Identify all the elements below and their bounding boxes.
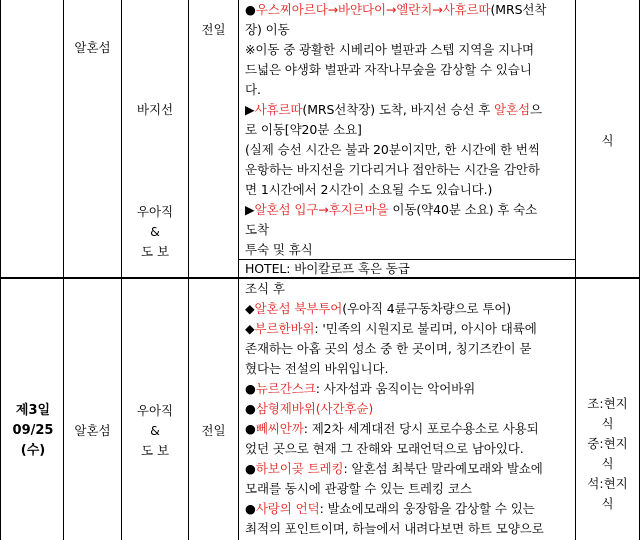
transport-cell: 바지선: [136, 102, 174, 117]
meal-cell: 중:현지: [587, 436, 628, 451]
schedule-line: [245, 359, 388, 379]
transport-cell: 도 보: [140, 244, 170, 259]
schedule-line: [245, 60, 532, 80]
line-text: 이동(약40분 소요) 후 숙소: [388, 202, 538, 217]
column-divider: [63, 0, 64, 540]
column-divider: [238, 0, 239, 540]
transport-cell: &: [150, 224, 160, 239]
region-cell: 알혼섬: [74, 423, 111, 438]
line-text: ▶: [245, 202, 255, 217]
schedule-line: [245, 399, 373, 419]
highlight-text: 뻬씨안까: [255, 421, 304, 436]
schedule-line: [245, 180, 492, 200]
transport-cell: 우아직: [136, 204, 174, 219]
weekday-label: (수): [20, 443, 46, 458]
line-text: : 사자섬과 움직이는 악어바위: [315, 381, 476, 396]
meal-cell: 조:현지: [587, 396, 628, 411]
schedule-line: [245, 319, 537, 339]
schedule-line: [245, 100, 542, 120]
line-text: 모래를 동시에 관광할 수 있는 트레킹 코스: [245, 481, 472, 496]
line-text: 운항하는 바지선을 기다리거나 접안하는 시간을 감안하: [245, 162, 540, 177]
schedule-line: [245, 299, 511, 319]
highlight-text: 알혼섬 북부투어: [254, 301, 343, 316]
schedule-line: [245, 439, 524, 459]
schedule-line: [245, 220, 269, 240]
line-text: 었던 곳으로 현재 그 잔해와 모래언덕으로 남아있다.: [245, 441, 524, 456]
line-text: 드넓은 야생화 벌판과 자작나무숲을 감상할 수 있습니: [245, 62, 532, 77]
line-text: 조식 후: [245, 281, 285, 296]
line-text: ▶: [245, 102, 255, 117]
schedule-line: [245, 140, 540, 160]
schedule-line: [245, 240, 313, 260]
schedule-line: [245, 279, 285, 299]
hotel-info: HOTEL: 바이칼로프 혹은 동급: [245, 261, 410, 276]
meal-cell: 식: [601, 456, 614, 471]
line-text: 도착: [245, 222, 269, 237]
schedule-line: [245, 0, 546, 20]
line-text: (MRS선착장) 도착, 바지선 승선 후: [302, 102, 495, 117]
schedule-line: [245, 20, 290, 40]
line-text: ●: [245, 421, 256, 436]
table-border: [0, 0, 1, 540]
highlight-text: 우스찌아르다→바얀다이→엘란치→사휴르따: [255, 2, 491, 17]
line-text: : '민족의 시원지로 불리며, 아시아 대륙에: [314, 321, 537, 336]
transport-cell: 우아직: [136, 403, 174, 418]
line-text: : 알혼섬 최북단 말라예모래와 발쇼에: [343, 461, 543, 476]
line-text: 혔다는 전설의 바위입니다.: [245, 361, 389, 376]
schedule-line: [245, 519, 544, 539]
line-text: 다.: [245, 82, 261, 97]
line-text: (우아직 4륜구동차량으로 투어): [342, 301, 512, 316]
line-text: ●: [245, 401, 256, 416]
date-label: 09/25: [12, 423, 54, 438]
schedule-line: [245, 379, 475, 399]
transport-cell: &: [150, 423, 160, 438]
schedule-line: [245, 459, 543, 479]
line-text: 면 1시간에서 2시간이 소요될 수도 있습니다.): [245, 182, 493, 197]
highlight-text: 하보이곶 트레킹: [255, 461, 344, 476]
schedule-line: [245, 499, 535, 519]
line-text: : 제2차 세계대전 당시 포로수용소로 사용되: [303, 421, 539, 436]
line-text: (실제 승선 시간은 불과 20분이지만, 한 시간에 한 번씩: [245, 142, 540, 157]
region-cell: 알혼섬: [74, 40, 111, 55]
line-text: ●: [245, 501, 256, 516]
line-text: ※이동 중 광활한 시베리아 벌판과 스텝 지역을 지나며: [245, 42, 534, 57]
highlight-text: 삼형제바위(사간후슌): [255, 401, 374, 416]
line-text: 장) 이동: [245, 22, 290, 37]
line-text: 투숙 및 휴식: [245, 242, 313, 257]
time-cell: 전일: [201, 423, 226, 438]
line-text: : 발쇼에모래의 웅장함을 감상할 수 있는: [319, 501, 535, 516]
meal-cell: 석:현지: [587, 476, 628, 491]
line-text: ●: [245, 461, 256, 476]
line-text: 로 이동[약20분 소요]: [245, 122, 362, 137]
schedule-line: [245, 339, 531, 359]
highlight-text: 뉴르간스크: [255, 381, 316, 396]
line-text: (MRS선착: [490, 2, 547, 17]
schedule-line: [245, 419, 539, 439]
schedule-line: [245, 479, 472, 499]
line-text: 으: [529, 102, 542, 117]
highlight-text: 부르한바위: [254, 321, 315, 336]
schedule-line: [245, 80, 261, 100]
meal-cell: 식: [601, 416, 614, 431]
day-label: 제3일: [15, 403, 51, 418]
line-text: ◆: [245, 301, 255, 316]
time-cell: 전일: [201, 22, 226, 37]
schedule-line: [245, 120, 362, 140]
line-text: 존재하는 아홉 곳의 성소 중 한 곳이며, 칭기즈칸이 묻: [245, 341, 532, 356]
line-text: ●: [245, 2, 256, 17]
meal-cell: 식: [601, 496, 614, 511]
highlight-text: 알혼섬 입구→후지르마을: [254, 202, 389, 217]
schedule-line: [245, 160, 540, 180]
column-divider: [188, 0, 189, 540]
highlight-text: 사휴르따: [254, 102, 303, 117]
meal-cell: 식: [601, 133, 614, 148]
line-text: ◆: [245, 321, 255, 336]
schedule-line: [245, 40, 534, 60]
highlight-text: 알혼섬: [494, 102, 530, 117]
transport-cell: 도 보: [140, 443, 170, 458]
line-text: 최적의 포인트이며, 하늘에서 내려다보면 하트 모양으로: [245, 521, 544, 536]
line-text: ●: [245, 381, 256, 396]
schedule-line: [245, 200, 537, 220]
highlight-text: 사랑의 언덕: [255, 501, 320, 516]
